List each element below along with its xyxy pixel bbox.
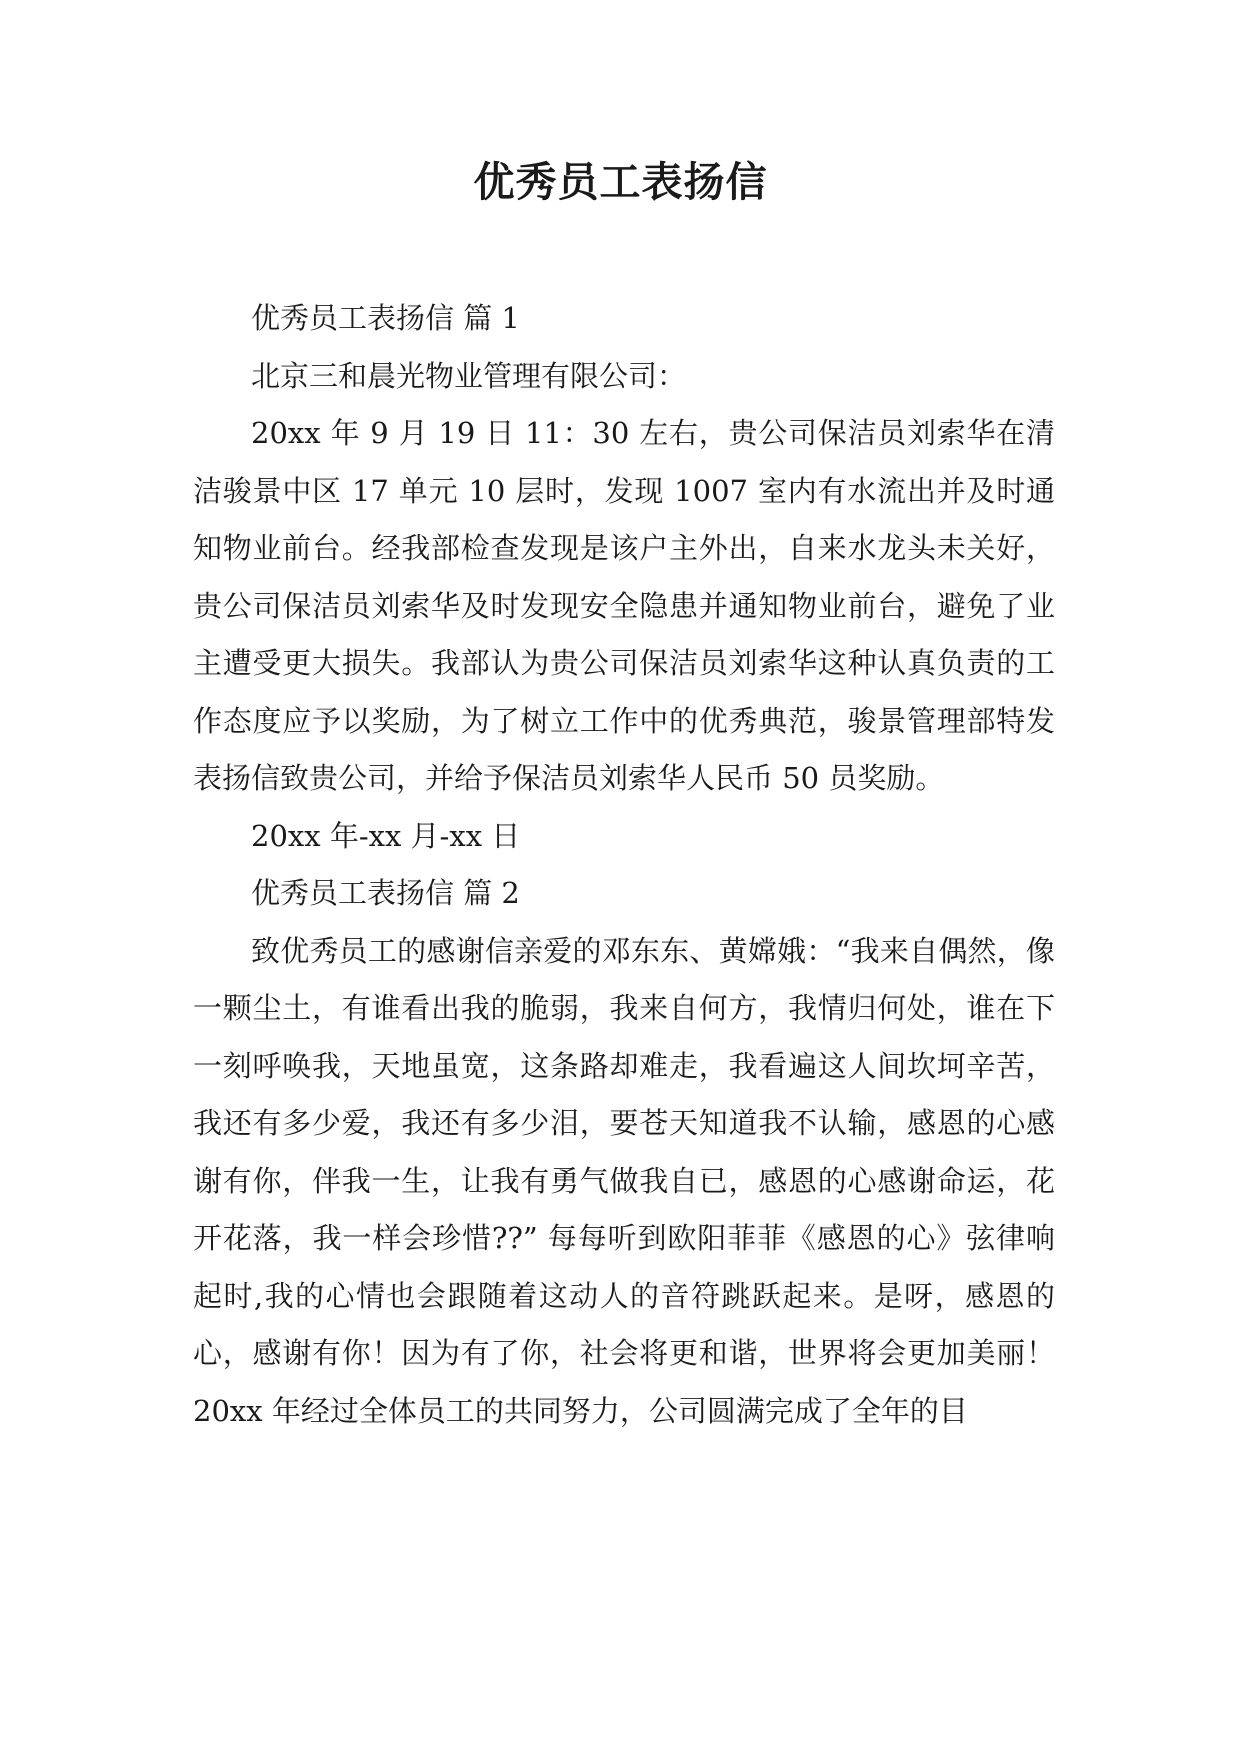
date-line: 20xx 年-xx 月-xx 日 <box>251 818 521 853</box>
letter-body-2: 致优秀员工的感谢信亲爱的邓东东、黄嫦娥：“我来自偶然，像一颗尘土，有谁看出我的脆弱，我来自何方，我情归何处，谁在下一刻呼唤我，天地虽宽，这条路却难走，我看遍这人间坎坷辛苦，我还有多少爱，我还有多少泪，要苍天知道我不认输，感恩的心感谢有你，伴我一生，让我有勇气做我自已，感恩的心感谢命运，花开花落，我一样会珍惜??” 每每听到欧阳菲菲《感恩的心》弦律响起时,我的心情也会跟随着这动人的音符跳跃起来。是呀，感恩的心，感谢有你！因为有了你，社会将更和谐，世界将会更加美丽！20xx 年经过全体员工的共同努力，公司圆满完成了全年的目 <box>193 933 1055 1428</box>
salutation: 北京三和晨光物业管理有限公司： <box>251 358 687 393</box>
section-heading-2: 优秀员工表扬信 篇 2 <box>251 876 520 910</box>
letter-body-1: 20xx 年 9 月 19 日 11：30 左右，贵公司保洁员刘索华在清洁骏景中区 17 单元 10 层时，发现 1007 室内有水流出并及时通知物业前台。经我部检查发现是该户主外出，自来水龙头未关好，贵公司保洁员刘索华及时发现安全隐患并通知物业前台，避免了业主遭受更大损失。我部认为贵公司保洁员刘索华这种认真负责的工作态度应予以奖励，为了树立工作中的优秀典范，骏景管理部特发表扬信致贵公司，并给予保洁员刘索华人民币 50 员奖励。 <box>193 416 1055 795</box>
section-heading-1: 优秀员工表扬信 篇 1 <box>251 301 520 335</box>
document-title: 优秀员工表扬信 <box>473 158 768 206</box>
document-body <box>193 290 1055 1440</box>
